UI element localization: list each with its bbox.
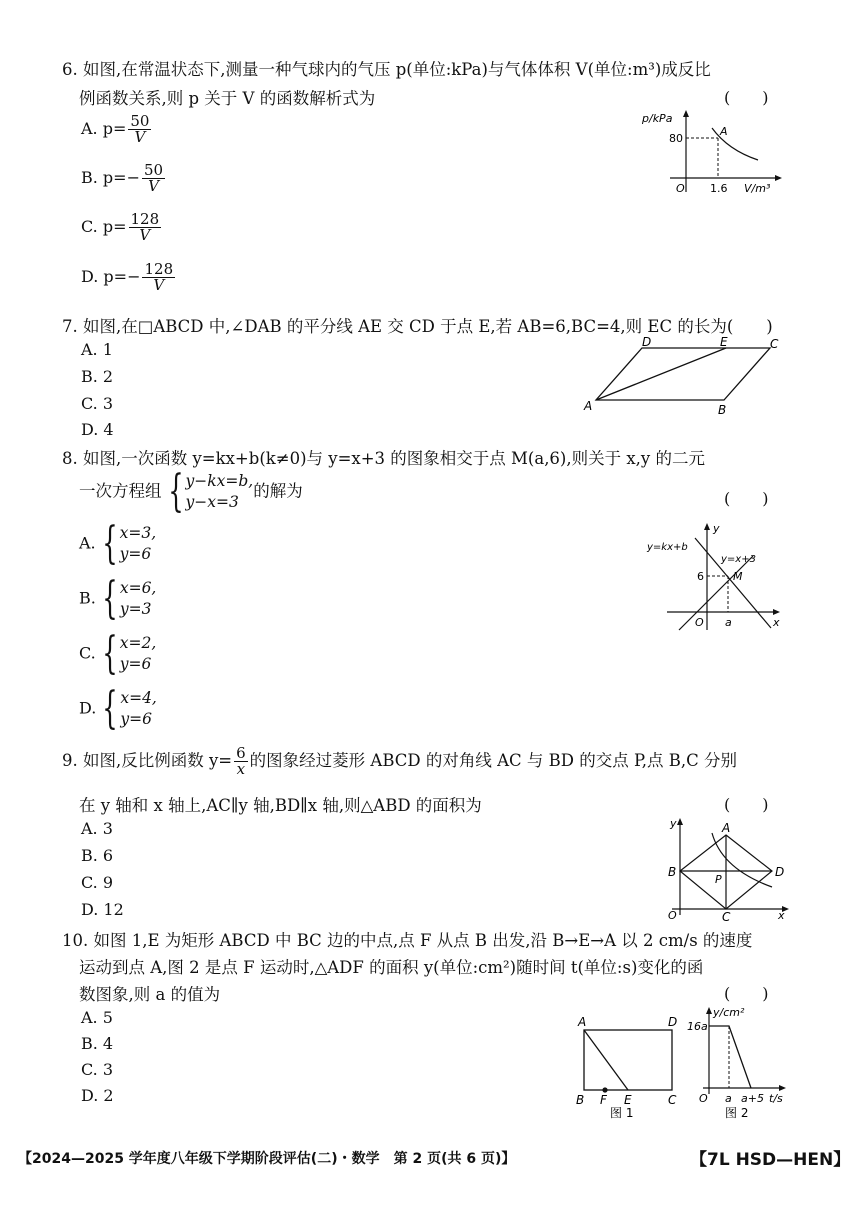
q9-option-c: C. 9 <box>81 873 114 892</box>
q6-fig-y-tick: 80 <box>669 132 683 145</box>
q8-stem-line2-post: 的解为 <box>253 481 303 501</box>
q7-stem-line1: 7. 如图,在□ABCD 中,∠DAB 的平分线 AE 交 CD 于点 E,若 AB=6,BC=4,则 EC 的长为( ) <box>62 317 773 336</box>
q10-option-c: C. 3 <box>81 1060 114 1079</box>
q8-fig-x-tick: a <box>725 616 732 629</box>
q8-fig-line-x3-label: y=x+3 <box>721 554 756 565</box>
q7-fig-e: E <box>720 335 728 349</box>
q9-fig-c: C <box>722 910 731 924</box>
q8-option-d-label: D. <box>79 698 97 718</box>
q7-figure <box>580 334 790 418</box>
q10-figure-1 <box>572 1012 688 1120</box>
q6-option-b-num: 50 <box>143 161 164 179</box>
q8-option-c-system <box>120 633 157 675</box>
q9-frac-den: x <box>236 760 246 778</box>
q7-fig-c: C <box>770 337 779 351</box>
q9-stem-line1 <box>62 746 737 777</box>
q8-answer-paren: ( ) <box>724 489 769 508</box>
q10-fig1-e: E <box>624 1093 632 1107</box>
q6-option-b-den: V <box>148 177 159 195</box>
q8-stem-line2-pre: 一次方程组 <box>79 481 162 501</box>
q8-fig-y-axis: y <box>713 522 720 535</box>
q8-option-b-row1: x=6, <box>119 579 157 598</box>
q10-stem-line2: 运动到点 A,图 2 是点 F 运动时,△ADF 的面积 y(单位:cm²)随时间 t(单位:s)变化的函 <box>79 958 704 977</box>
q8-equation-system <box>186 471 254 513</box>
q7-option-b: B. 2 <box>81 367 114 386</box>
q7-option-c: C. 3 <box>81 394 114 413</box>
q6-fig-y-axis-label: p/kPa <box>642 112 673 125</box>
q6-stem-line2: 例函数关系,则 p 关于 V 的函数解析式为 <box>79 89 376 108</box>
q8-option-c-row2: y=6 <box>119 655 152 673</box>
q8-option-c-row1: x=2, <box>119 634 157 653</box>
q8-option-b <box>79 573 157 624</box>
q6-fig-x-axis-label: V/m³ <box>744 182 771 195</box>
q9-option-d: D. 12 <box>81 900 124 919</box>
q10-fig2-caption: 图 2 <box>725 1106 749 1120</box>
q9-figure <box>662 815 792 924</box>
q6-option-a <box>81 114 153 145</box>
q10-fig2-origin: O <box>699 1092 708 1105</box>
q9-option-b: B. 6 <box>81 846 114 865</box>
q6-option-c-num: 128 <box>130 210 160 228</box>
page-footer-info: 【2024—2025 学年度八年级下学期阶段评估(二)・数学 第 2 页(共 6 页)】 <box>18 1151 516 1167</box>
q8-option-d-system <box>120 688 157 730</box>
q6-option-d-label: D. p=− <box>81 267 141 286</box>
q8-fig-y-tick: 6 <box>697 570 704 583</box>
q10-option-b: B. 4 <box>81 1034 114 1053</box>
q10-figure-2 <box>687 1004 795 1120</box>
q7-option-d: D. 4 <box>81 420 114 439</box>
q7-fig-a: A <box>584 399 593 413</box>
q10-fig1-a: A <box>578 1015 587 1029</box>
q8-option-a <box>79 518 157 569</box>
q8-system-brace: { <box>167 466 184 517</box>
q10-fig1-caption: 图 1 <box>610 1106 634 1120</box>
q8-option-d <box>79 683 157 734</box>
q9-frac-num: 6 <box>236 744 246 762</box>
q10-fig2-y-axis: y/cm² <box>713 1006 745 1019</box>
q9-fig-x-axis: x <box>778 909 785 922</box>
q6-option-a-num: 50 <box>130 112 150 130</box>
q8-option-c-label: C. <box>79 643 96 663</box>
paper-code: 【7L HSD—HEN】 <box>690 1150 851 1170</box>
q6-option-a-label: A. p= <box>81 119 127 138</box>
q9-fig-y-axis: y <box>670 817 677 830</box>
q10-stem-line3: 数图象,则 a 的值为 <box>79 985 221 1004</box>
q7-fig-d: D <box>642 335 652 349</box>
q6-fig-x-tick: 1.6 <box>710 182 728 195</box>
q6-figure <box>638 108 788 198</box>
q6-option-d <box>81 262 177 293</box>
q8-eq-2: y−x=3 <box>185 493 239 511</box>
q10-stem-line1: 10. 如图 1,E 为矩形 ABCD 中 BC 边的中点,点 F 从点 B 出发,沿 B→E→A 以 2 cm/s 的速度 <box>62 931 753 950</box>
q8-fig-x-axis: x <box>773 616 780 629</box>
q10-fig1-b: B <box>576 1093 585 1107</box>
q6-stem-line1: 6. 如图,在常温状态下,测量一种气球内的气压 p(单位:kPa)与气体体积 V(单位:m³)成反比 <box>62 60 711 79</box>
q8-option-a-brace: { <box>101 518 118 569</box>
q8-stem-line2 <box>79 466 303 517</box>
q8-option-c <box>79 628 157 679</box>
q9-option-a: A. 3 <box>81 819 113 838</box>
q9-fig-p: P <box>715 873 722 886</box>
q10-fig1-d: D <box>668 1015 678 1029</box>
q10-option-a: A. 5 <box>81 1008 113 1027</box>
q6-option-c-label: C. p= <box>81 217 127 236</box>
q6-fig-point-a: A <box>720 125 728 138</box>
q9-fig-origin: O <box>668 909 677 922</box>
q9-stem-line1-pre: 9. 如图,反比例函数 y= <box>62 751 233 770</box>
q8-option-d-brace: { <box>102 683 119 734</box>
q8-option-a-row1: x=3, <box>119 524 157 543</box>
q8-stem-line1: 8. 如图,一次函数 y=kx+b(k≠0)与 y=x+3 的图象相交于点 M(a,6),则关于 x,y 的二元 <box>62 449 705 468</box>
q8-eq-1: y−kx=b, <box>185 472 254 491</box>
q7-fig-b: B <box>718 403 727 417</box>
q6-option-c <box>81 212 163 243</box>
q8-option-a-row2: y=6 <box>119 545 152 563</box>
q6-option-c-den: V <box>139 226 151 244</box>
q8-fig-line-kxb-label: y=kx+b <box>647 542 688 553</box>
q8-option-a-label: A. <box>79 533 96 553</box>
q9-stem-line2: 在 y 轴和 x 轴上,AC∥y 轴,BD∥x 轴,则△ABD 的面积为 <box>79 796 482 815</box>
q8-option-b-brace: { <box>102 573 118 624</box>
q6-option-b-label: B. p=− <box>81 168 140 187</box>
q10-option-d: D. 2 <box>81 1086 114 1105</box>
q6-option-a-den: V <box>134 128 146 146</box>
q8-option-b-row2: y=3 <box>119 600 152 618</box>
q10-fig2-x-axis: t/s <box>769 1092 783 1105</box>
q10-answer-paren: ( ) <box>724 984 769 1003</box>
q6-option-b <box>81 163 167 194</box>
q8-option-c-brace: { <box>102 628 118 679</box>
q10-fig2-x-tick-1: a <box>725 1092 732 1105</box>
q10-fig2-x-tick-2: a+5 <box>741 1092 764 1105</box>
q6-option-d-den: V <box>153 276 165 294</box>
q10-fig1-f: F <box>600 1093 607 1107</box>
q6-fig-origin: O <box>676 182 685 195</box>
q8-fig-origin: O <box>695 616 704 629</box>
q10-fig2-y-tick: 16a <box>687 1020 708 1033</box>
q6-answer-paren: ( ) <box>724 88 769 107</box>
q9-stem-line1-post: 的图象经过菱形 ABCD 的对角线 AC 与 BD 的交点 P,点 B,C 分别 <box>249 751 737 770</box>
q8-fig-point-m: M <box>733 570 743 583</box>
q7-option-a: A. 1 <box>81 340 113 359</box>
q9-fig-a: A <box>722 821 731 835</box>
q10-fig1-c: C <box>668 1093 677 1107</box>
q8-option-a-system <box>120 523 157 565</box>
q9-answer-paren: ( ) <box>724 795 769 814</box>
q9-fig-d: D <box>775 865 785 879</box>
q8-option-b-label: B. <box>79 588 96 608</box>
q8-option-d-row2: y=6 <box>120 710 152 728</box>
q6-option-d-num: 128 <box>144 260 174 278</box>
q8-option-b-system <box>120 578 157 620</box>
q8-option-d-row1: x=4, <box>120 689 157 708</box>
q9-fig-b: B <box>668 865 677 879</box>
q8-figure <box>645 520 785 635</box>
